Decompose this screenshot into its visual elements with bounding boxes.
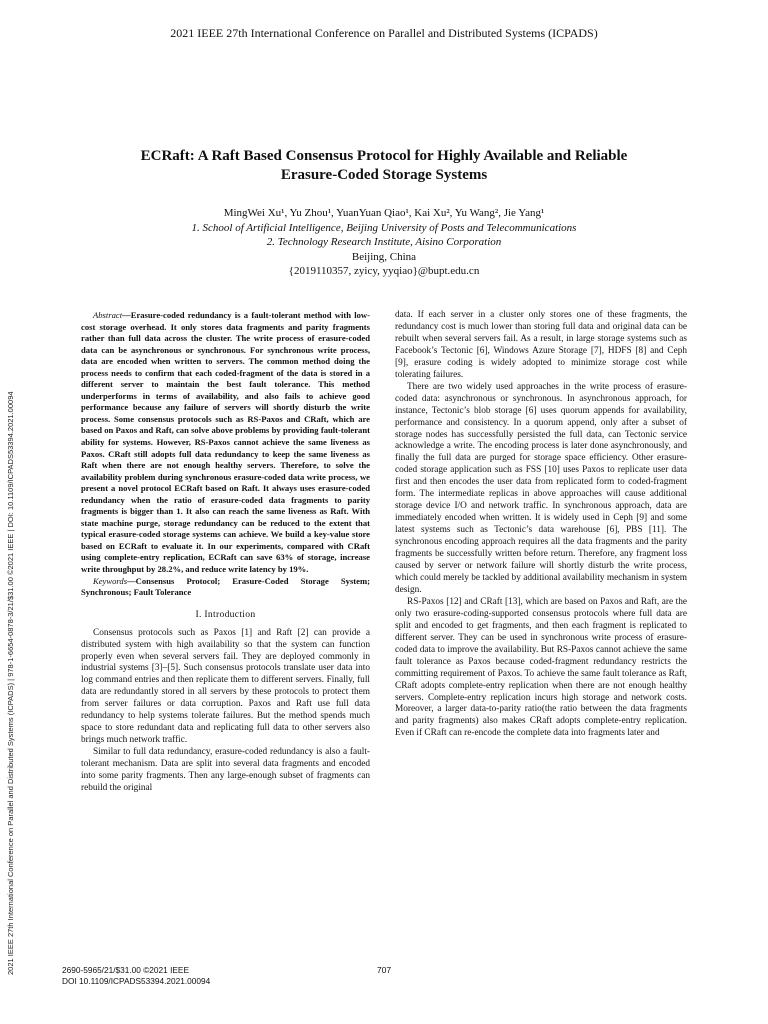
keywords-label: Keywords [93, 575, 128, 586]
affiliation-1: 1. School of Artificial Intelligence, Beijing University of Posts and Telecommunications [191, 221, 577, 234]
intro-paragraph-1: Consensus protocols such as Paxos [1] and Raft [2] can provide a distributed system with high availability so that the system can function properly even when several servers fail. They are deployed commonly in industrial systems [3]–[5]. Such consensus protocols translate user data into log command entries and then replicate them to different servers. Finally, full data are redundantly stored in all servers by these protocols to protect them from server failures or data corruption. Paxos and Raft use full data redundancy to help systems tolerate failures. But the method spends much space to store redundant data and replicating full data to other servers also brings much network traffic. [81, 627, 370, 746]
abstract [81, 310, 370, 576]
paper-title [60, 147, 708, 185]
left-column [81, 310, 370, 795]
author-location: Beijing, China [351, 250, 417, 263]
side-copyright-note: 2021 IEEE 27th International Conference on Parallel and Distributed Systems (ICPADS) | 978-1-6654-0878-3/21/$31.00 ©2021 IEEE | DOI: 10.1109/ICPADS53394.2021.00094 [6, 391, 15, 975]
keywords [81, 576, 370, 599]
keywords-text: —Consensus Protocol; Erasure-Coded Storage System; Synchronous; Fault Tolerance [81, 575, 370, 598]
abstract-label: Abstract [93, 310, 123, 320]
title-line-2: Erasure-Coded Storage Systems [280, 167, 488, 183]
intro-paragraph-2: Similar to full data redundancy, erasure-coded redundancy is also a fault-tolerant mechanism. Data are split into several data fragments and encoded into some parity fragments. Then any large-enough subset of fragments can rebuild the original [81, 747, 370, 794]
footer-copyright [62, 965, 210, 986]
affiliation-2: 2. Technology Research Institute, Aisino Corporation [266, 236, 502, 248]
right-paragraph-3: RS-Paxos [12] and CRaft [13], which are based on Paxos and Raft, are the only two erasure-coding-supported consensus protocols where full data are split and encoded to get fragments, and then each fragment is replicated to different server. They can be used in synchronous write process of erasure-coded data to improve the availability. But RS-Paxos cannot achieve the same fault tolerance as Paxos because coded-fragment redundancy restricts the committing requirement of Paxos. To achieve the same fault tolerance as Raft, CRaft adopts complete-entry replication when there are not enough healthy servers. Complete-entry replication incurs high storage and network costs. Moreover, a larger data-to-parity ratio(the ratio between the data fragments and parity fragments) also makes CRaft adopts complete-entry replication. Even if CRaft can re-encode the complete data into fragments later and [395, 596, 687, 739]
section-heading-introduction: I. Introduction [195, 608, 256, 620]
right-column [395, 310, 687, 740]
title-line-1: ECRaft: A Raft Based Consensus Protocol for Highly Available and Reliable [140, 148, 628, 164]
right-paragraph-1: data. If each server in a cluster only stores one of these fragments, the redundancy cost is much lower than storing full data and original data can be rebuilt when several servers fail. As a result, in large storage systems such as Facebook’s Tectonic [6], Windows Azure Storage [7], HDFS [8] and Ceph [9], erasure coding is widely adopted to minimize storage cost while tolerating failures. [395, 310, 687, 380]
author-emails[interactable]: {2019110357, zyicy, yyqiao}@bupt.edu.cn [288, 265, 480, 277]
author-block [60, 206, 708, 279]
footer-doi: DOI 10.1109/ICPADS53394.2021.00094 [62, 975, 211, 986]
abstract-text: —Erasure-coded redundancy is a fault-tolerant method with low-cost storage overhead. It only stores data fragments and parity fragments rather than full data across the cluster. The write process of erasure-coded data can be asynchronous or synchronous. For synchronous write process, data are encoded when written to servers. The common method doing the process needs to confirm that each coded-fragment of the data is stored in a different server to maintain the best fault tolerance. This method underperforms in terms of availability, and also fails to achieve good performance because any failure of servers will shortly disturb the write process. Some consensus protocols such as RS-Paxos and CRaft, which are based on Paxos and Raft, can solve above problems by providing fault-tolerant ability for systems. However, RS-Paxos cannot achieve the same liveness as Paxos. CRaft still adopts full data redundancy to keep the same liveness as Raft when there are not enough healthy servers. Therefore, to solve the availability problem during synchronous erasure-coded data write process, we present a novel protocol ECRaft based on Raft. It always uses erasure-coded redundancy when the ratio of erasure-coded data fragments to parity fragments is bigger than 1. It also can reach the same liveness as Raft. With state machine purge, storage redundancy can be reduced to the extent that typical erasure-coded storage systems can achieve. We build a key-value store based on ECRaft to evaluate it. In our experiments, compared with CRaft using complete-entry replication, ECRaft can save 63% of storage, increase write throughput by 28.2%, and reduce write latency by 19%. [81, 310, 370, 575]
footer-issn: 2690-5965/21/$31.00 ©2021 IEEE [62, 965, 189, 975]
page-number: 707 [376, 965, 392, 975]
author-names: MingWei Xu¹, Yu Zhou¹, YuanYuan Qiao¹, Kai Xu², Yu Wang², Jie Yang¹ [223, 207, 545, 219]
right-paragraph-2: There are two widely used approaches in the write process of erasure-coded data: asynchronous or synchronous. In asynchronous approach, for instance, Tectonic’s blob storage [6] uses quorum appends for availability, performance and consistency. In a quorum append, only after a subset of storage nodes has successfully persisted the full data, can Tectonic service acknowledge a write. The encoding process is later done asynchronously, and finally the full data are purged for storage space efficiency. Other erasure-coded storage application such as FSS [10] uses Paxos to replicate user data first and then encodes the user data from replicated form to coded-fragment form. The intermediate replicas in above approaches will cause additional storage device I/O and network traffic. In synchronous approach, data are immediately encoded when written. It is widely used in Ceph [9] and some latest systems such as Tectonic’s data warehouse [6], PBS [11]. The synchronous encoding approach requires all the data fragments and the parity fragments be successfully written before return. Therefore, any fragment loss caused by server or network failure will shortly disturb the write process, which could merely be tackled by additional availability mechanism in system design. [395, 381, 687, 595]
conference-header: 2021 IEEE 27th International Conference on Parallel and Distributed Systems (ICPADS) [170, 26, 598, 40]
